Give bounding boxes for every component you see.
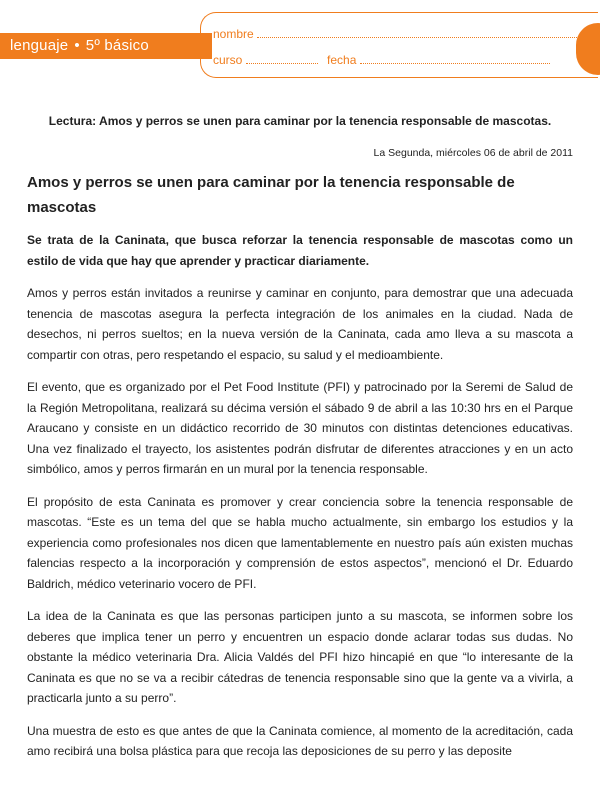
student-info-box <box>200 12 598 78</box>
nombre-row <box>213 27 583 41</box>
article-paragraph: El propósito de esta Caninata es promover y crear conciencia sobre la tenencia responsable de mascotas. “Este es un tema del que se habla mucho actualmente, sin embargo los estudios y la experiencia como profesionales nos dicen que lamentablemente en nuestro país aún existen muchas falencias respecto a la incorporación y comprensión de estos aspectos”, mencionó el Dr. Eduardo Baldrich, médico veterinario vocero de PFI. <box>27 494 573 591</box>
subject-label: lenguaje <box>10 37 69 54</box>
fecha-field[interactable] <box>360 53 550 64</box>
curso-field[interactable] <box>246 53 318 64</box>
article-paragraph: La idea de la Caninata es que las personas participen junto a su mascota, se informen sobre los deberes que implica tener un perro y encuentren un espacio donde aclarar todas sus dudas. No obstante la médico veterinaria Dra. Alicia Valdés del PFI hizo hincapié en que “lo interesante de la Caninata es que no se va a recibir cátedras de tenencia responsable sino que la gente va a vivirla, a practicarla junto a su perro”. <box>27 609 573 705</box>
subject-banner <box>0 33 212 59</box>
nombre-field[interactable] <box>257 27 577 38</box>
article-paragraph: Una muestra de esto es que antes de que la Caninata comience, al momento de la acreditación, cada amo recibirá una bolsa plástica para que recoja las deposiciones de su perro y las deposite <box>27 723 573 758</box>
nombre-label: nombre <box>213 27 254 41</box>
grade-label: 5º básico <box>85 37 149 54</box>
article-lead: Se trata de la Caninata, que busca reforzar la tenencia responsable de mascotas como un estilo de vida que hay que aprender y practicar diariamente. <box>27 233 573 268</box>
curso-fecha-row <box>213 53 583 67</box>
reading-title: Lectura: Amos y perros se unen para caminar por la tenencia responsable de mascotas. <box>48 114 552 128</box>
curso-label: curso <box>213 53 243 67</box>
fecha-label: fecha <box>327 53 357 67</box>
worksheet-header <box>0 0 600 100</box>
separator-dot: • <box>74 37 80 54</box>
article-content <box>27 112 573 762</box>
article-headline: Amos y perros se unen para caminar por la tenencia responsable de mascotas <box>27 174 515 216</box>
article-paragraph: Amos y perros están invitados a reunirse y caminar en conjunto, para demostrar que una adecuada tenencia de mascotas asegura la perfecta integración de los animales en la ciudad. Nada de desechos, ni perros sueltos; en la nueva versión de la Caninata, cada amo lleva a su mascota a compartir con otras, pero respetando el espacio, su salud y el medioambiente. <box>27 286 573 362</box>
article-source: La Segunda, miércoles 06 de abril de 2011 <box>373 147 573 159</box>
decorative-circle <box>576 23 600 75</box>
article-paragraph: El evento, que es organizado por el Pet Food Institute (PFI) y patrocinado por la Seremi de Salud de la Región Metropolitana, realizará su décima versión el sábado 9 de abril a las 10:30 hrs en el Parque Araucano y consiste en un didáctico recorrido de 30 minutos con distintas detenciones educativas. Una vez finalizado el trayecto, los asistentes podrán disfrutar de diferentes atracciones y en un acto simbólico, amos y perros firmarán en un mural por la tenencia responsable. <box>27 380 573 476</box>
